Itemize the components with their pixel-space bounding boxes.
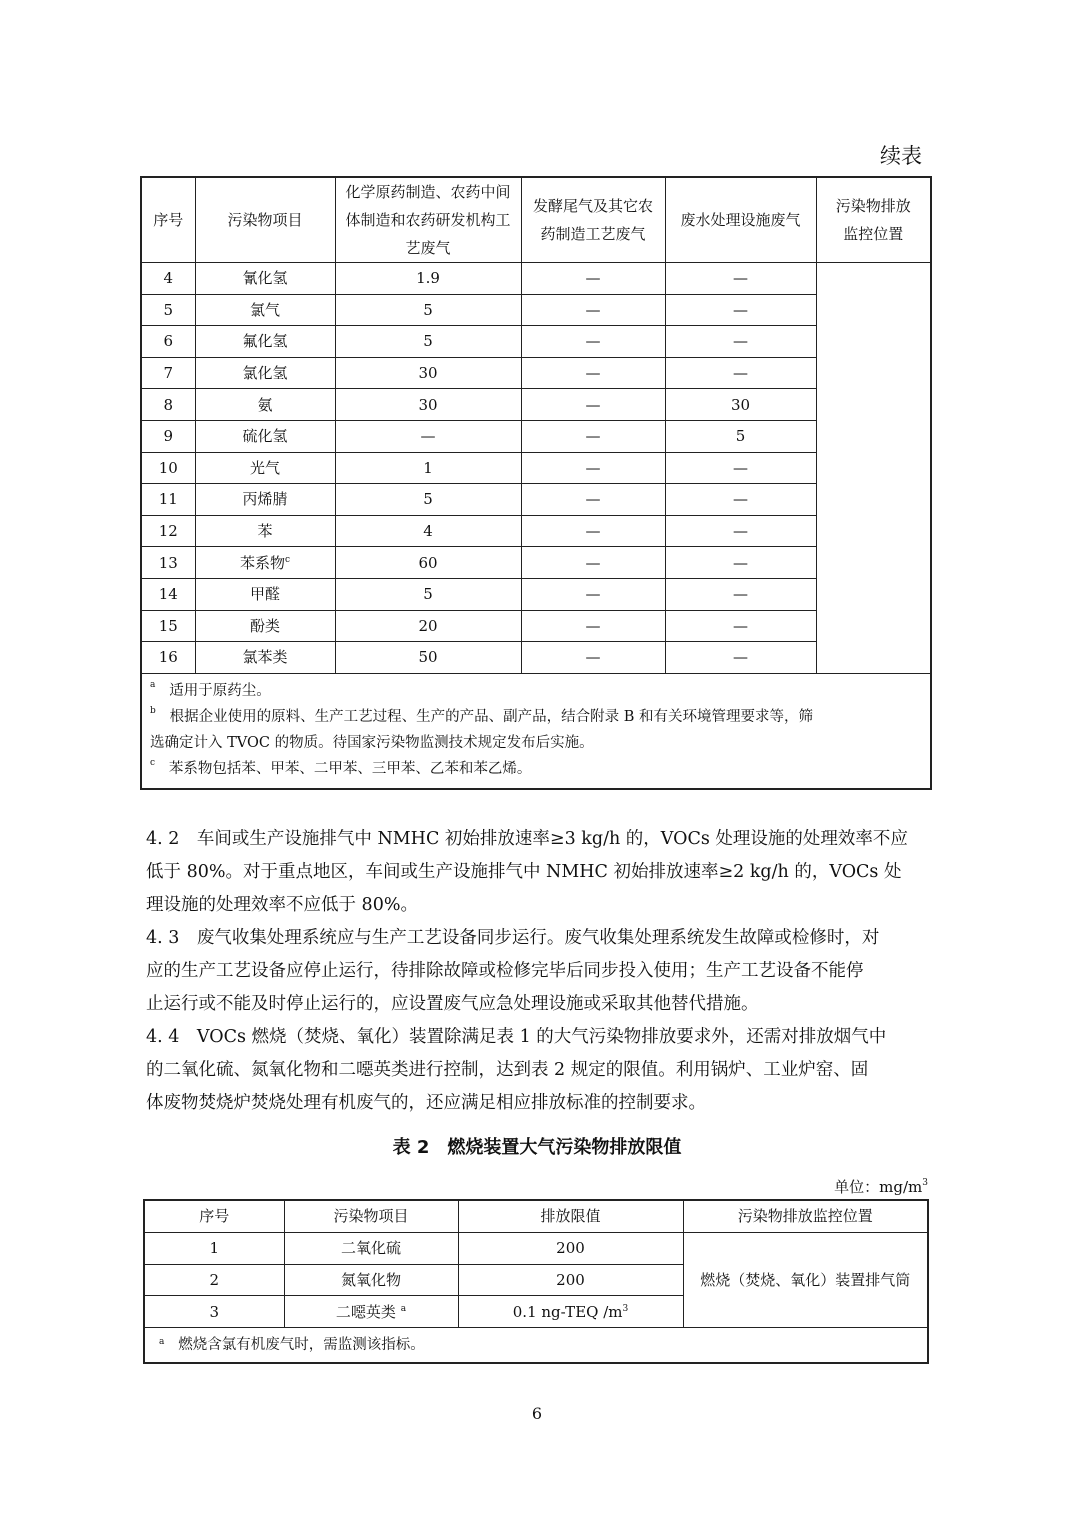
table-header-row — [141, 177, 931, 263]
note-text: 适用于原药尘。 — [169, 682, 271, 699]
table-2-title: 表 2 燃烧装置大气污染物排放限值 — [392, 1137, 682, 1158]
table-notes-row — [141, 673, 931, 789]
cell-ferment: — — [521, 389, 665, 421]
paragraph-line: 4. 2 车间或生产设施排气中 NMHC 初始排放速率≥3 kg/h 的，VOCs 处理设施的处理效率不应 — [146, 829, 908, 849]
cell-item: 光气 — [195, 452, 335, 484]
cell-chem: 5 — [335, 484, 521, 516]
table-row — [141, 420, 931, 452]
cell-item: 氯苯类 — [195, 642, 335, 674]
cell-ferment: — — [521, 578, 665, 610]
paragraph-line: 止运行或不能及时停止运行的，应设置废气应急处理设施或采取其他替代措施。 — [146, 994, 759, 1014]
cell-ferment: — — [521, 263, 665, 295]
cell-limit — [458, 1296, 683, 1328]
note-text: 选确定计入 TVOC 的物质。待国家污染物监测技术规定发布后实施。 — [150, 734, 594, 751]
footnote-marker: b — [150, 705, 156, 716]
cell-ferment: — — [521, 294, 665, 326]
cell-seq: 15 — [141, 610, 195, 642]
cell-waste: 30 — [665, 389, 816, 421]
cell-waste: — — [665, 610, 816, 642]
cell-seq: 9 — [141, 420, 195, 452]
table-notes — [141, 673, 931, 789]
table-row — [141, 515, 931, 547]
cell-chem: 4 — [335, 515, 521, 547]
note-c — [150, 756, 922, 782]
note-text: 苯系物包括苯、甲苯、二甲苯、三甲苯、乙苯和苯乙烯。 — [168, 760, 532, 777]
header-chem: 化学原药制造、农药中间体制造和农药研发机构工艺废气 — [335, 177, 521, 263]
cell-chem: 5 — [335, 578, 521, 610]
table-row — [141, 263, 931, 295]
header-monitor: 污染物排放监控位置 — [683, 1200, 928, 1232]
cell-monitor: 燃烧（焚烧、氧化）装置排气筒 — [683, 1232, 928, 1327]
paragraph-line: 体废物焚烧炉焚烧处理有机废气的，还应满足相应排放标准的控制要求。 — [146, 1093, 706, 1113]
table-row — [141, 357, 931, 389]
page-number: 6 — [531, 1404, 543, 1423]
cell-ferment: — — [521, 326, 665, 358]
cell-waste: — — [665, 515, 816, 547]
note-b-cont — [150, 730, 922, 756]
cell-limit: 200 — [458, 1232, 683, 1264]
limit-text: 0.1 ng-TEQ /m — [512, 1302, 623, 1321]
cell-chem: 5 — [335, 326, 521, 358]
cell-seq: 4 — [141, 263, 195, 295]
cell-item — [195, 547, 335, 579]
paragraph-line: 4. 3 废气收集处理系统应与生产工艺设备同步运行。废气收集处理系统发生故障或检修时，对 — [146, 928, 880, 948]
cell-seq: 8 — [141, 389, 195, 421]
note-text: 根据企业使用的原料、生产工艺过程、生产的产品、副产品，结合附录 B 和有关环境管理要求等，筛 — [169, 708, 813, 725]
unit-superscript: 3 — [922, 1178, 928, 1188]
note-a — [150, 678, 922, 704]
cell-ferment: — — [521, 484, 665, 516]
note-text: 燃烧含氯有机废气时，需监测该指标。 — [178, 1337, 425, 1354]
paragraph-line: 4. 4 VOCs 燃烧（焚烧、氧化）装置除满足表 1 的大气污染物排放要求外，还需对排放烟气中 — [146, 1027, 887, 1047]
header-seq: 序号 — [141, 177, 195, 263]
cell-ferment: — — [521, 642, 665, 674]
table-row — [141, 578, 931, 610]
cell-seq: 2 — [144, 1264, 284, 1296]
cell-waste: — — [665, 294, 816, 326]
cell-item: 氰化氢 — [195, 263, 335, 295]
cell-waste: — — [665, 642, 816, 674]
cell-seq: 7 — [141, 357, 195, 389]
cell-seq: 5 — [141, 294, 195, 326]
footnote-marker: a — [159, 1337, 165, 1348]
cell-chem: 20 — [335, 610, 521, 642]
cell-ferment: — — [521, 610, 665, 642]
footnote-marker: c — [284, 554, 291, 565]
cell-chem: 60 — [335, 547, 521, 579]
table-row — [141, 294, 931, 326]
table-2 — [143, 1199, 929, 1364]
table-row — [141, 547, 931, 579]
cell-waste: — — [665, 484, 816, 516]
paragraph-line: 低于 80%。对于重点地区，车间或生产设施排气中 NMHC 初始排放速率≥2 kg/h 的，VOCs 处 — [146, 862, 902, 882]
table-row — [141, 389, 931, 421]
cell-waste: — — [665, 547, 816, 579]
table-header-row — [144, 1200, 928, 1232]
footnote-marker: a — [150, 679, 156, 690]
cell-item: 氟化氢 — [195, 326, 335, 358]
cell-chem: — — [335, 420, 521, 452]
cell-ferment: — — [521, 357, 665, 389]
footnote-marker: c — [150, 757, 156, 768]
cell-waste: 5 — [665, 420, 816, 452]
header-seq: 序号 — [144, 1200, 284, 1232]
cell-item — [284, 1296, 458, 1328]
table-row — [141, 484, 931, 516]
cell-seq: 1 — [144, 1232, 284, 1264]
header-waste: 废水处理设施废气 — [665, 177, 816, 263]
cell-chem: 30 — [335, 389, 521, 421]
paragraph-line: 应的生产工艺设备应停止运行，待排除故障或检修完毕后同步投入使用；生产工艺设备不能停 — [146, 961, 864, 981]
table-notes — [144, 1328, 928, 1364]
cell-ferment: — — [521, 515, 665, 547]
cell-item: 氮氧化物 — [284, 1264, 458, 1296]
cell-waste: — — [665, 326, 816, 358]
cell-ferment: — — [521, 420, 665, 452]
paragraph-line: 理设施的处理效率不应低于 80%。 — [146, 895, 418, 915]
cell-seq: 6 — [141, 326, 195, 358]
cell-waste: — — [665, 452, 816, 484]
cell-item: 二氧化硫 — [284, 1232, 458, 1264]
table-2-unit — [834, 1176, 928, 1197]
cell-waste: — — [665, 578, 816, 610]
header-monitor: 污染物排放监控位置 — [816, 177, 931, 263]
note-b — [150, 704, 922, 730]
header-limit: 排放限值 — [458, 1200, 683, 1232]
cell-item: 甲醛 — [195, 578, 335, 610]
cell-chem: 30 — [335, 357, 521, 389]
cell-seq: 13 — [141, 547, 195, 579]
cell-limit: 200 — [458, 1264, 683, 1296]
cell-item: 氨 — [195, 389, 335, 421]
continued-label: 续表 — [880, 144, 922, 168]
cell-item: 硫化氢 — [195, 420, 335, 452]
header-item: 污染物项目 — [284, 1200, 458, 1232]
body-paragraphs — [146, 823, 928, 1120]
cell-item: 氯气 — [195, 294, 335, 326]
header-item: 污染物项目 — [195, 177, 335, 263]
cell-seq: 11 — [141, 484, 195, 516]
cell-ferment: — — [521, 547, 665, 579]
cell-seq: 16 — [141, 642, 195, 674]
cell-chem: 5 — [335, 294, 521, 326]
cell-seq: 10 — [141, 452, 195, 484]
table-row — [144, 1232, 928, 1264]
unit-superscript: 3 — [622, 1303, 629, 1314]
cell-chem: 1.9 — [335, 263, 521, 295]
table-row — [141, 642, 931, 674]
cell-item: 氯化氢 — [195, 357, 335, 389]
paragraph-line: 的二氧化硫、氮氧化物和二噁英类进行控制，达到表 2 规定的限值。利用锅炉、工业炉窑、固 — [146, 1060, 869, 1080]
table-row — [141, 452, 931, 484]
cell-waste: — — [665, 357, 816, 389]
unit-text: 单位：mg/m — [834, 1178, 923, 1196]
cell-monitor-empty — [816, 263, 931, 674]
cell-seq: 3 — [144, 1296, 284, 1328]
cell-chem: 1 — [335, 452, 521, 484]
cell-chem: 50 — [335, 642, 521, 674]
header-ferment: 发酵尾气及其它农药制造工艺废气 — [521, 177, 665, 263]
table-row — [141, 610, 931, 642]
cell-waste: — — [665, 263, 816, 295]
cell-item: 酚类 — [195, 610, 335, 642]
table-1-continued — [140, 176, 932, 790]
cell-ferment: — — [521, 452, 665, 484]
item-text: 二噁英类 — [335, 1302, 396, 1321]
cell-item: 丙烯腈 — [195, 484, 335, 516]
cell-seq: 12 — [141, 515, 195, 547]
table-notes-row — [144, 1328, 928, 1364]
item-text: 苯系物 — [239, 553, 285, 572]
cell-item: 苯 — [195, 515, 335, 547]
cell-seq: 14 — [141, 578, 195, 610]
footnote-marker: a — [400, 1303, 407, 1314]
table-row — [141, 326, 931, 358]
